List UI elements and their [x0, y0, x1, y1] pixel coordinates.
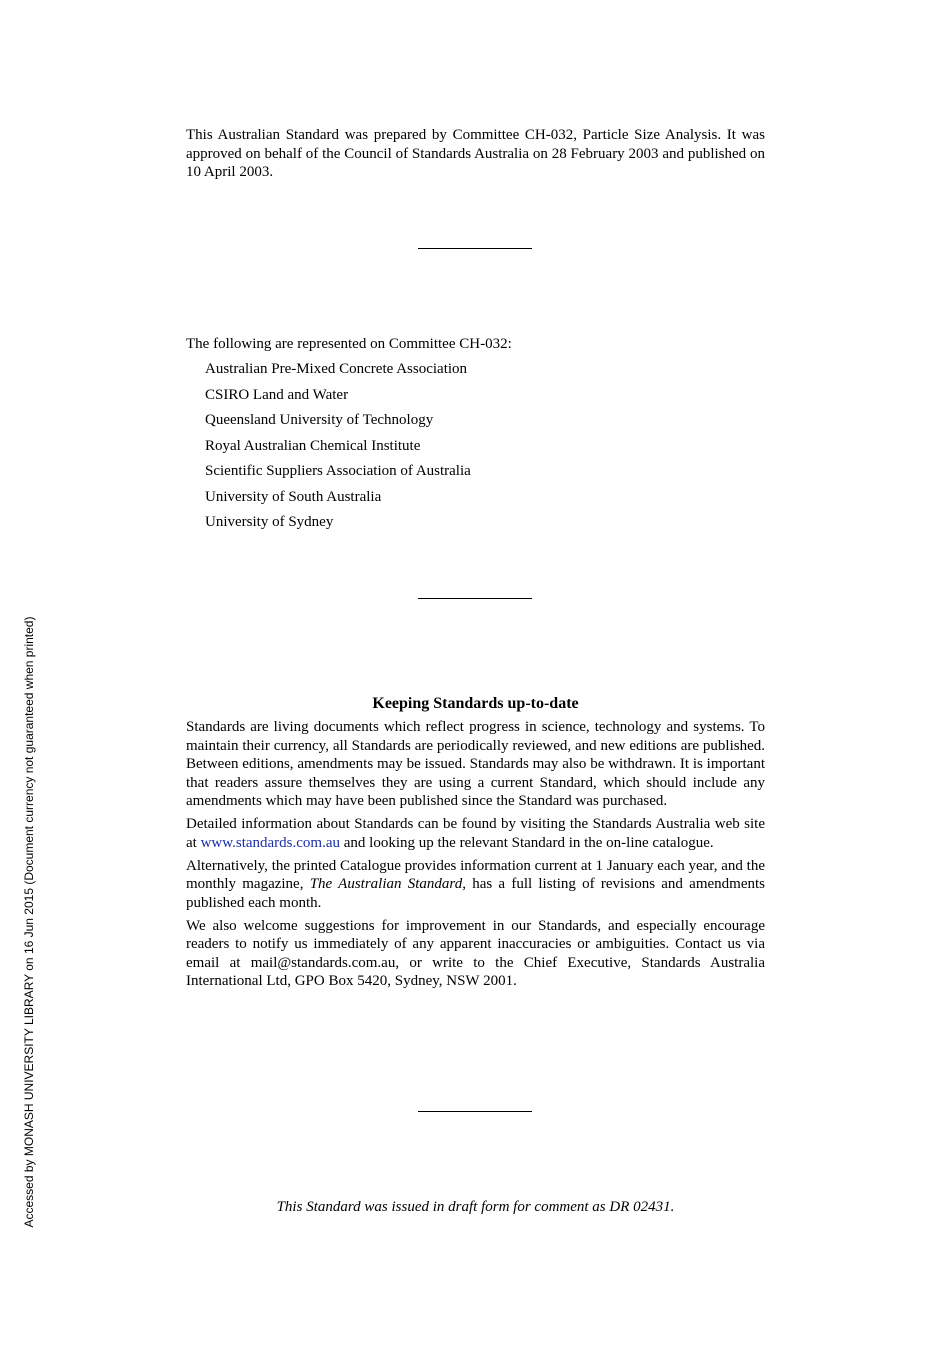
paragraph: Standards are living documents which reflect progress in science, technology and systems. To maintain their currency, all Standards are periodically reviewed, and new editions are published. Between editions, amendments may be issued. Standards may also be withdrawn. It is important that readers assure themselves they are using a current Standard, which should include any amendments which may have been published since the Standard was purchased. — [186, 719, 765, 809]
paragraph-text: Alternatively, the printed Catalogue provides information current at 1 January each year, and the monthly magazine, — [186, 857, 765, 892]
website-link[interactable]: www.standards.com.au — [200, 834, 340, 851]
section-divider — [418, 248, 532, 249]
committee-member: Australian Pre-Mixed Concrete Association — [205, 361, 468, 377]
paragraph — [186, 815, 765, 852]
committee-member: Scientific Suppliers Association of Australia — [205, 463, 471, 479]
paragraph — [186, 857, 765, 913]
section-divider — [418, 1111, 532, 1112]
committee-section — [186, 334, 765, 538]
draft-note: This Standard was issued in draft form for comment as DR 02431. — [276, 1199, 675, 1215]
preparation-text: This Australian Standard was prepared by Committee CH-032, Particle Size Analysis. It was approved on behalf of the Council of Standards Australia on 28 February 2003 and published on 10 April 2003. — [186, 127, 765, 180]
committee-heading: The following are represented on Committee CH-032: — [186, 336, 512, 352]
paragraph-text: , has a full listing of revisions and amendments published each month. — [186, 876, 765, 911]
committee-member: Royal Australian Chemical Institute — [205, 437, 421, 454]
keeping-standards-section — [186, 718, 765, 995]
committee-member: Queensland University of Technology — [205, 412, 434, 428]
keeping-standards-heading: Keeping Standards up-to-date — [372, 695, 579, 712]
preparation-statement — [186, 126, 765, 182]
access-watermark: Accessed by MONASH UNIVERSITY LIBRARY on 16 Jun 2015 (Document currency not guaranteed when printed) — [22, 616, 36, 1228]
paragraph: We also welcome suggestions for improvement in our Standards, and especially encourage readers to notify us immediately of any apparent inaccuracies or ambiguities. Contact us via email at mail@standards.com.au, or write to the Chief Executive, Standards Australia International Ltd, GPO Box 5420, Sydney, NSW 2001. — [186, 917, 765, 989]
section-divider — [418, 598, 532, 599]
committee-member: University of South Australia — [205, 488, 382, 505]
paragraph-text: Detailed information about Standards can be found by visiting the Standards Australia web site at — [186, 816, 765, 851]
committee-member: University of Sydney — [205, 514, 334, 530]
paragraph-text: and looking up the relevant Standard in the on-line catalogue. — [340, 834, 714, 851]
magazine-title: The Australian Standard — [309, 876, 463, 892]
committee-member: CSIRO Land and Water — [205, 386, 349, 403]
committee-member-list — [186, 359, 765, 532]
